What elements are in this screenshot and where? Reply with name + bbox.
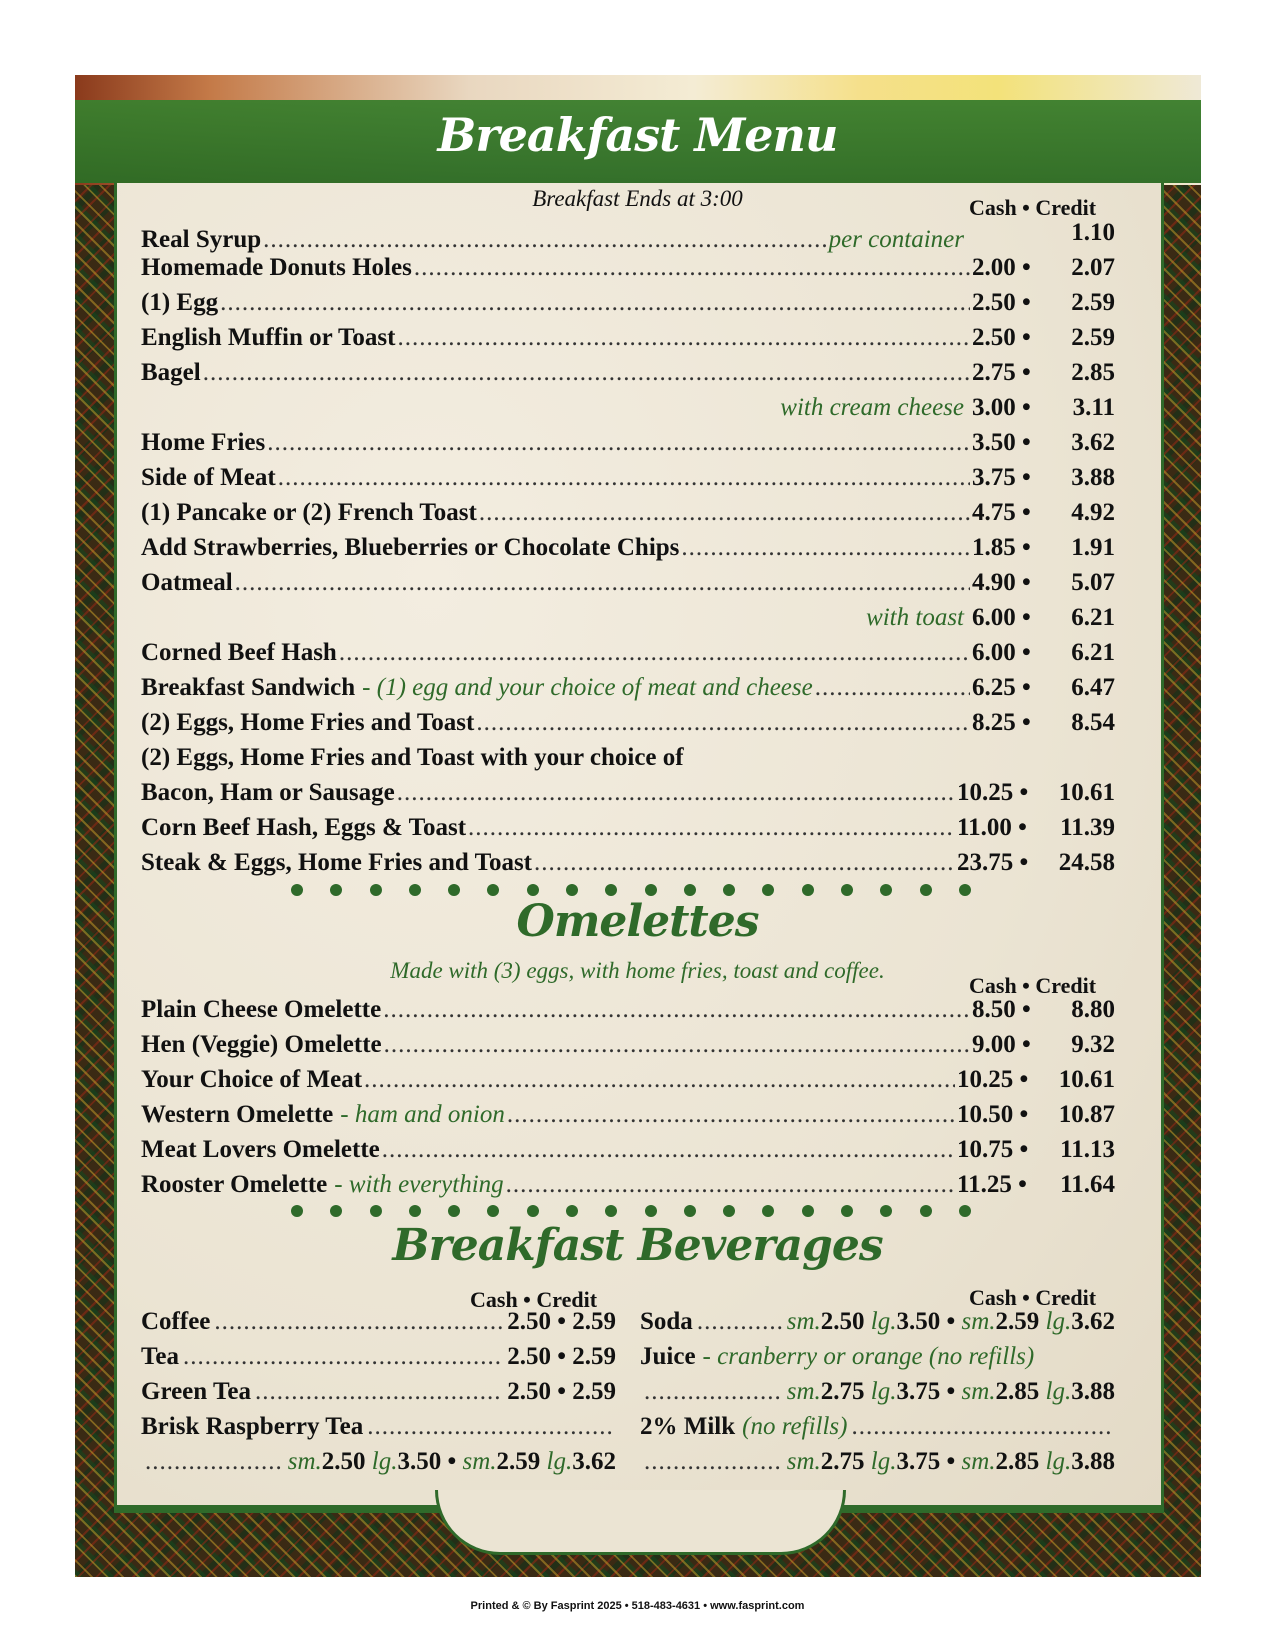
divider-dot (409, 884, 421, 896)
list-item (141, 1413, 616, 1448)
list-item (640, 1308, 1115, 1343)
item-prices (972, 324, 1115, 352)
dot-leader (644, 1378, 783, 1406)
item-price: 2.50 • 2.59 (507, 1343, 616, 1370)
dot-leader (235, 569, 970, 597)
item-price: 2.50 • 2.59 (507, 1308, 616, 1335)
item-name: (2) Eggs, Home Fries and Toast (141, 709, 475, 736)
item-price: sm.2.75 lg.3.75 • sm.2.85 lg.3.88 (786, 1378, 1115, 1405)
divider-dot (330, 884, 342, 896)
credit-price: 9.32 (1071, 1031, 1115, 1058)
dot-leader (681, 534, 970, 562)
item-prices (972, 429, 1115, 457)
item-price: 2.50 • 2.59 (507, 1378, 616, 1405)
credit-price: 1.91 (1071, 534, 1115, 561)
credit-price: 3.11 (1072, 394, 1115, 421)
item-prices (972, 464, 1115, 492)
credit-price: 3.62 (1071, 429, 1115, 456)
item-description: - (1) egg and your choice of meat and cheese (362, 674, 813, 701)
cash-price: 8.25 • (972, 709, 1031, 736)
item-prices (972, 709, 1115, 737)
divider-dot (291, 884, 303, 896)
item-name: Plain Cheese Omelette (141, 996, 382, 1023)
divider-dot (605, 1205, 617, 1217)
menu-item-row (141, 534, 1115, 569)
omelettes-title: Omelettes (516, 896, 759, 947)
dot-leader (220, 289, 970, 317)
item-note: with toast (866, 604, 964, 631)
item-name: Meat Lovers Omelette (141, 1136, 380, 1163)
item-name: Soda (640, 1308, 693, 1335)
divider-dot (645, 884, 657, 896)
dot-leader (214, 1308, 503, 1336)
dot-leader (414, 254, 970, 282)
item-description: - cranberry or orange (no refills) (702, 1343, 1035, 1370)
list-item (141, 1308, 616, 1343)
divider-dot (762, 1205, 774, 1217)
menu-item-row (141, 359, 1115, 394)
dot-leader (382, 1136, 955, 1164)
item-price: sm.2.50 lg.3.50 • sm.2.59 lg.3.62 (287, 1448, 616, 1475)
item-name: (1) Pancake or (2) French Toast (141, 499, 477, 526)
divider-dot (959, 884, 971, 896)
item-name: Your Choice of Meat (141, 1066, 363, 1093)
divider-dot (684, 884, 696, 896)
menu-item-row (141, 394, 1115, 429)
divider-dot (448, 1205, 460, 1217)
item-prices (972, 639, 1115, 667)
credit-price: 11.64 (1060, 1171, 1115, 1198)
credit-price: 2.59 (1071, 324, 1115, 351)
sized-price-row (640, 1448, 1115, 1483)
menu-item-row (141, 639, 1115, 674)
cash-price: 2.00 • (972, 254, 1031, 281)
beverages-col-header-right: Cash • Credit (969, 1285, 1097, 1310)
cash-price: 23.75 • (957, 849, 1029, 876)
item-note: with cream cheese (780, 394, 964, 421)
dot-leader (364, 1066, 955, 1094)
breakfast-hours: Breakfast Ends at 3:00 (532, 186, 743, 211)
item-name: Add Strawberries, Blueberries or Chocolate Chips (141, 534, 680, 561)
list-item (640, 1413, 1115, 1448)
beverages-right-column (640, 1308, 1115, 1483)
item-note: per container (828, 226, 964, 253)
item-prices (972, 254, 1115, 282)
credit-price: 1.10 (1071, 219, 1115, 246)
dot-leader (644, 1448, 783, 1476)
cash-price: 2.50 • (972, 324, 1031, 351)
dot-leader (183, 1343, 503, 1371)
item-prices (972, 534, 1115, 562)
item-name: Juice (640, 1343, 696, 1370)
divider-dot (723, 884, 735, 896)
menu-item-row (141, 674, 1115, 709)
menu-item-row (141, 569, 1115, 604)
cash-price: 3.75 • (972, 464, 1031, 491)
menu-item-row (141, 996, 1115, 1031)
item-name: Rooster Omelette (141, 1171, 328, 1198)
dot-leader (506, 1171, 955, 1199)
divider-dot (959, 1205, 971, 1217)
item-name: English Muffin or Toast (141, 324, 396, 351)
item-prices (972, 394, 1115, 422)
menu-item-row (141, 429, 1115, 464)
credit-price: 2.07 (1071, 254, 1115, 281)
sized-price-row (640, 1378, 1115, 1413)
item-prices (972, 604, 1115, 632)
item-prices (957, 779, 1115, 807)
cash-price: 9.00 • (972, 1031, 1031, 1058)
item-price: sm.2.50 lg.3.50 • sm.2.59 lg.3.62 (786, 1308, 1115, 1335)
cash-price: 10.50 • (957, 1101, 1029, 1128)
item-prices (957, 1066, 1115, 1094)
item-name: Bagel (141, 359, 201, 386)
credit-price: 5.07 (1071, 569, 1115, 596)
cash-price: 1.85 • (972, 534, 1031, 561)
credit-price: 6.47 (1071, 674, 1115, 701)
credit-price: 11.39 (1060, 814, 1115, 841)
menu-item-row (141, 1066, 1115, 1101)
item-name: 2% Milk (640, 1413, 736, 1440)
menu-item-row (141, 499, 1115, 534)
divider-dot (370, 1205, 382, 1217)
menu-item-row (141, 324, 1115, 359)
breakfast-col-header: Cash • Credit (969, 195, 1097, 220)
menu-item-row (141, 1101, 1115, 1136)
cash-price: 11.00 • (957, 814, 1027, 841)
dot-leader (815, 674, 970, 702)
cash-price: 11.25 • (957, 1171, 1027, 1198)
item-name: Home Fries (141, 429, 266, 456)
cash-price: 2.50 • (972, 289, 1031, 316)
credit-price: 11.13 (1060, 1136, 1115, 1163)
divider-dot (880, 884, 892, 896)
dot-leader (203, 359, 970, 387)
menu-item-row (141, 289, 1115, 324)
item-price: sm.2.75 lg.3.75 • sm.2.85 lg.3.88 (786, 1448, 1115, 1475)
item-name: Real Syrup (141, 226, 262, 253)
item-name: Brisk Raspberry Tea (141, 1413, 364, 1440)
menu-item-row (141, 254, 1115, 289)
credit-price: 6.21 (1071, 639, 1115, 666)
dot-leader (507, 1101, 955, 1129)
credit-price: 6.21 (1071, 604, 1115, 631)
item-name: (1) Egg (141, 289, 219, 316)
item-name: Green Tea (141, 1378, 251, 1405)
credit-price: 8.54 (1071, 709, 1115, 736)
omelettes-list (141, 996, 1115, 1206)
divider-dots (291, 1205, 971, 1219)
divider-dot (645, 1205, 657, 1217)
printer-credit: Printed & © By Fasprint 2025 • 518-483-4631 • www.fasprint.com (470, 1600, 805, 1612)
divider-dot (723, 1205, 735, 1217)
cash-price: 6.00 • (972, 639, 1031, 666)
credit-price: 2.85 (1071, 359, 1115, 386)
breakfast-list (141, 219, 1115, 884)
divider-dot (527, 884, 539, 896)
divider-dot (762, 884, 774, 896)
dot-leader (468, 814, 955, 842)
divider-dot (684, 1205, 696, 1217)
divider-dot (330, 1205, 342, 1217)
omelettes-col-header: Cash • Credit (969, 973, 1097, 998)
divider-dot (920, 1205, 932, 1217)
cash-price: 8.50 • (972, 996, 1031, 1023)
dot-leader (479, 499, 970, 527)
menu-item-row (141, 814, 1115, 849)
item-prices (972, 219, 1115, 247)
menu-item-row (141, 709, 1115, 744)
item-prices (972, 674, 1115, 702)
item-name: Steak & Eggs, Home Fries and Toast (141, 849, 533, 876)
list-item (640, 1343, 1115, 1378)
dot-leader (697, 1308, 783, 1336)
credit-price: 3.88 (1071, 464, 1115, 491)
divider-dot (880, 1205, 892, 1217)
cash-price: 4.90 • (972, 569, 1031, 596)
menu-title: Breakfast Menu (437, 108, 838, 162)
cash-price: 6.00 • (972, 604, 1031, 631)
dot-leader (384, 1031, 970, 1059)
cash-price: 3.00 • (972, 394, 1031, 421)
dot-leader (851, 1413, 1111, 1441)
divider-dot (448, 884, 460, 896)
cash-price: 6.25 • (972, 674, 1031, 701)
item-prices (972, 1031, 1115, 1059)
divider-dot (841, 884, 853, 896)
menu-item-row (141, 1171, 1115, 1206)
divider-dot (566, 1205, 578, 1217)
item-description: - ham and onion (340, 1101, 505, 1128)
item-prices (972, 499, 1115, 527)
item-name: Bacon, Ham or Sausage (141, 779, 395, 806)
sized-price-row (141, 1448, 616, 1483)
divider-dot (370, 884, 382, 896)
item-prices (972, 996, 1115, 1024)
omelettes-subtitle: Made with (3) eggs, with home fries, toast and coffee. (390, 958, 885, 983)
item-name: Oatmeal (141, 569, 233, 596)
item-name: Coffee (141, 1308, 211, 1335)
dot-leader (476, 709, 970, 737)
divider-dot (487, 1205, 499, 1217)
credit-price: 8.80 (1071, 996, 1115, 1023)
menu-item-row (141, 779, 1115, 814)
credit-price: 24.58 (1058, 849, 1115, 876)
item-name: Corn Beef Hash, Eggs & Toast (141, 814, 467, 841)
cash-price: 3.50 • (972, 429, 1031, 456)
credit-price: 10.61 (1058, 779, 1115, 806)
dot-leader (255, 1378, 503, 1406)
menu-item-row (141, 219, 1115, 254)
menu-item-row (141, 1136, 1115, 1171)
menu-item-row (141, 464, 1115, 499)
menu-item-row (141, 604, 1115, 639)
menu-item-row (141, 849, 1115, 884)
divider-dot (920, 884, 932, 896)
dot-leader (145, 1448, 284, 1476)
beverages-left-column (141, 1308, 616, 1483)
cash-price: 10.75 • (957, 1136, 1029, 1163)
item-prices (972, 359, 1115, 387)
divider-dot (566, 884, 578, 896)
beverages-col-header-left: Cash • Credit (470, 1287, 598, 1312)
item-name: Hen (Veggie) Omelette (141, 1031, 382, 1058)
cash-price: 4.75 • (972, 499, 1031, 526)
item-name: Homemade Donuts Holes (141, 254, 412, 281)
dot-leader (367, 1413, 612, 1441)
item-name: Western Omelette (141, 1101, 334, 1128)
beverages-title: Breakfast Beverages (392, 1220, 883, 1271)
list-item (141, 1378, 616, 1413)
item-prices (957, 814, 1115, 842)
dot-leader (339, 639, 970, 667)
cash-price: 10.25 • (957, 1066, 1029, 1093)
item-name: (2) Eggs, Home Fries and Toast with your choice of (141, 744, 684, 771)
credit-price: 10.61 (1058, 1066, 1115, 1093)
divider-dot (487, 884, 499, 896)
item-description: - with everything (334, 1171, 504, 1198)
divider-dot (605, 884, 617, 896)
cash-price: 2.75 • (972, 359, 1031, 386)
credit-price: 10.87 (1058, 1101, 1115, 1128)
menu-item-row (141, 1031, 1115, 1066)
bottom-tab-decoration (435, 1490, 846, 1555)
item-description: (no refills) (742, 1413, 848, 1440)
divider-dot (841, 1205, 853, 1217)
divider-dot (291, 1205, 303, 1217)
credit-price: 4.92 (1071, 499, 1115, 526)
dot-leader (263, 226, 826, 254)
divider-dot (802, 1205, 814, 1217)
item-prices (957, 849, 1115, 877)
item-prices (957, 1171, 1115, 1199)
dot-leader (397, 324, 970, 352)
dot-leader (383, 996, 970, 1024)
menu-item-row (141, 744, 1115, 779)
dot-leader (397, 779, 955, 807)
item-name: Breakfast Sandwich (141, 674, 356, 701)
credit-price: 2.59 (1071, 289, 1115, 316)
divider-dot (802, 884, 814, 896)
dot-leader (534, 849, 955, 877)
divider-dot (409, 1205, 421, 1217)
dot-leader (278, 464, 970, 492)
list-item (141, 1343, 616, 1378)
dot-leader (267, 429, 970, 457)
item-prices (972, 569, 1115, 597)
item-name: Tea (141, 1343, 179, 1370)
item-prices (957, 1136, 1115, 1164)
divider-dot (527, 1205, 539, 1217)
cash-price: 10.25 • (957, 779, 1029, 806)
item-prices (957, 1101, 1115, 1129)
item-prices (972, 289, 1115, 317)
item-name: Corned Beef Hash (141, 639, 337, 666)
item-name: Side of Meat (141, 464, 276, 491)
